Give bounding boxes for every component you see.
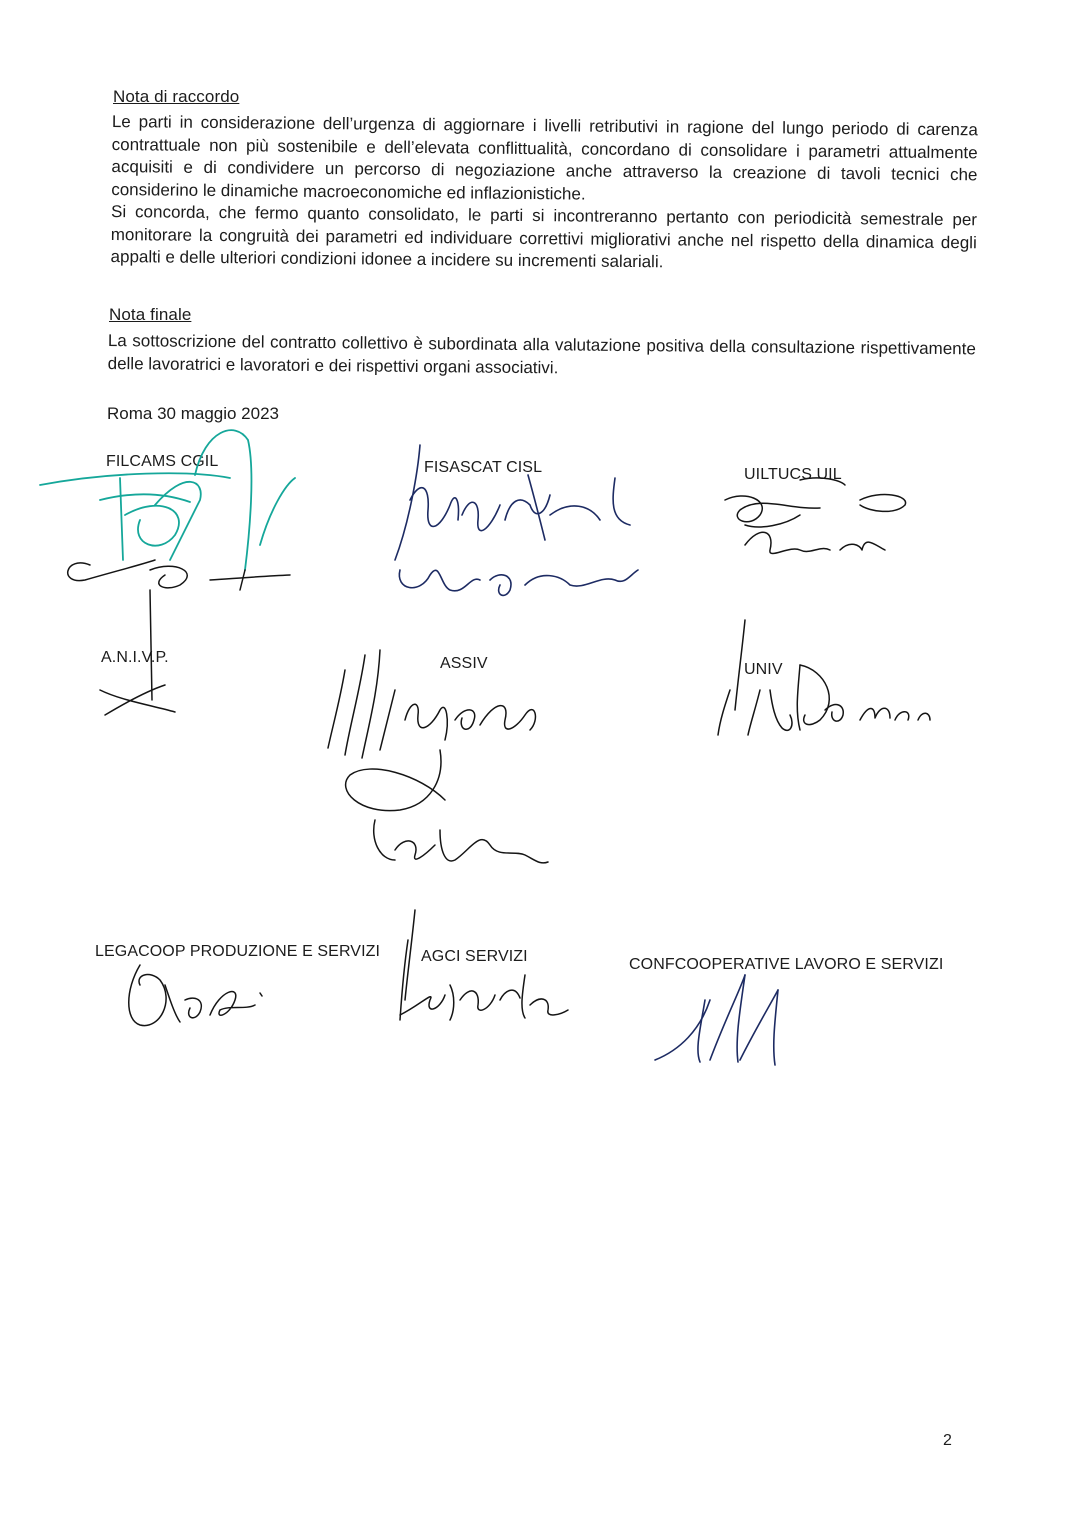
heading-nota-di-raccordo: Nota di raccordo [113, 87, 240, 106]
label-agci-servizi: AGCI SERVIZI [421, 948, 528, 965]
label-uiltucs-uil: UILTUCS UIL [744, 466, 842, 483]
label-fisascat-cisl: FISASCAT CISL [424, 459, 543, 476]
label-confcooperative: CONFCOOPERATIVE LAVORO E SERVIZI [629, 956, 944, 973]
nota-di-raccordo-paragraph-1: Le parti in considerazione dell’urgenza di aggiornare i livelli retributivi in ragione del lungo periodo di carenza contrattuale non più sostenibile e dell’elevata conflittualità, concordano di consolidare i parametri attualmente acquisiti e di condividere un percorso di negoziazione anche attraverso la creazione di tavoli tecnici che considerino le dinamiche macroeconomiche ed inflazionistiche. [111, 111, 978, 204]
nota-di-raccordo-paragraph-2: Si concorda, che fermo quanto consolidato, le parti si incontreranno pertanto con periodicità semestrale per monitorare la congruità dei parametri ed individuare correttivi migliorativi anche nel rispetto della dinamica degli appalti e delle ulteriori condizioni idonee a incidere su incrementi salariali. [110, 201, 978, 272]
page-number: 2 [943, 1432, 952, 1449]
label-assiv: ASSIV [440, 655, 488, 672]
label-filcams-cgil: FILCAMS CGIL [106, 453, 219, 470]
nota-finale-body [108, 330, 976, 383]
nota-finale-paragraph: La sottoscrizione del contratto collettivo è subordinata alla valutazione positiva della consultazione rispettivamente delle lavoratrici e lavoratori e dei rispettivi organi associativi. [107, 330, 976, 377]
nota-di-raccordo-body [110, 111, 977, 277]
label-legacoop: LEGACOOP PRODUZIONE E SERVIZI [95, 943, 381, 960]
label-anivp: A.N.I.V.P. [101, 649, 169, 666]
date-place: Roma 30 maggio 2023 [107, 404, 280, 423]
label-univ: UNIV [744, 661, 783, 678]
heading-nota-finale: Nota finale [109, 305, 192, 324]
